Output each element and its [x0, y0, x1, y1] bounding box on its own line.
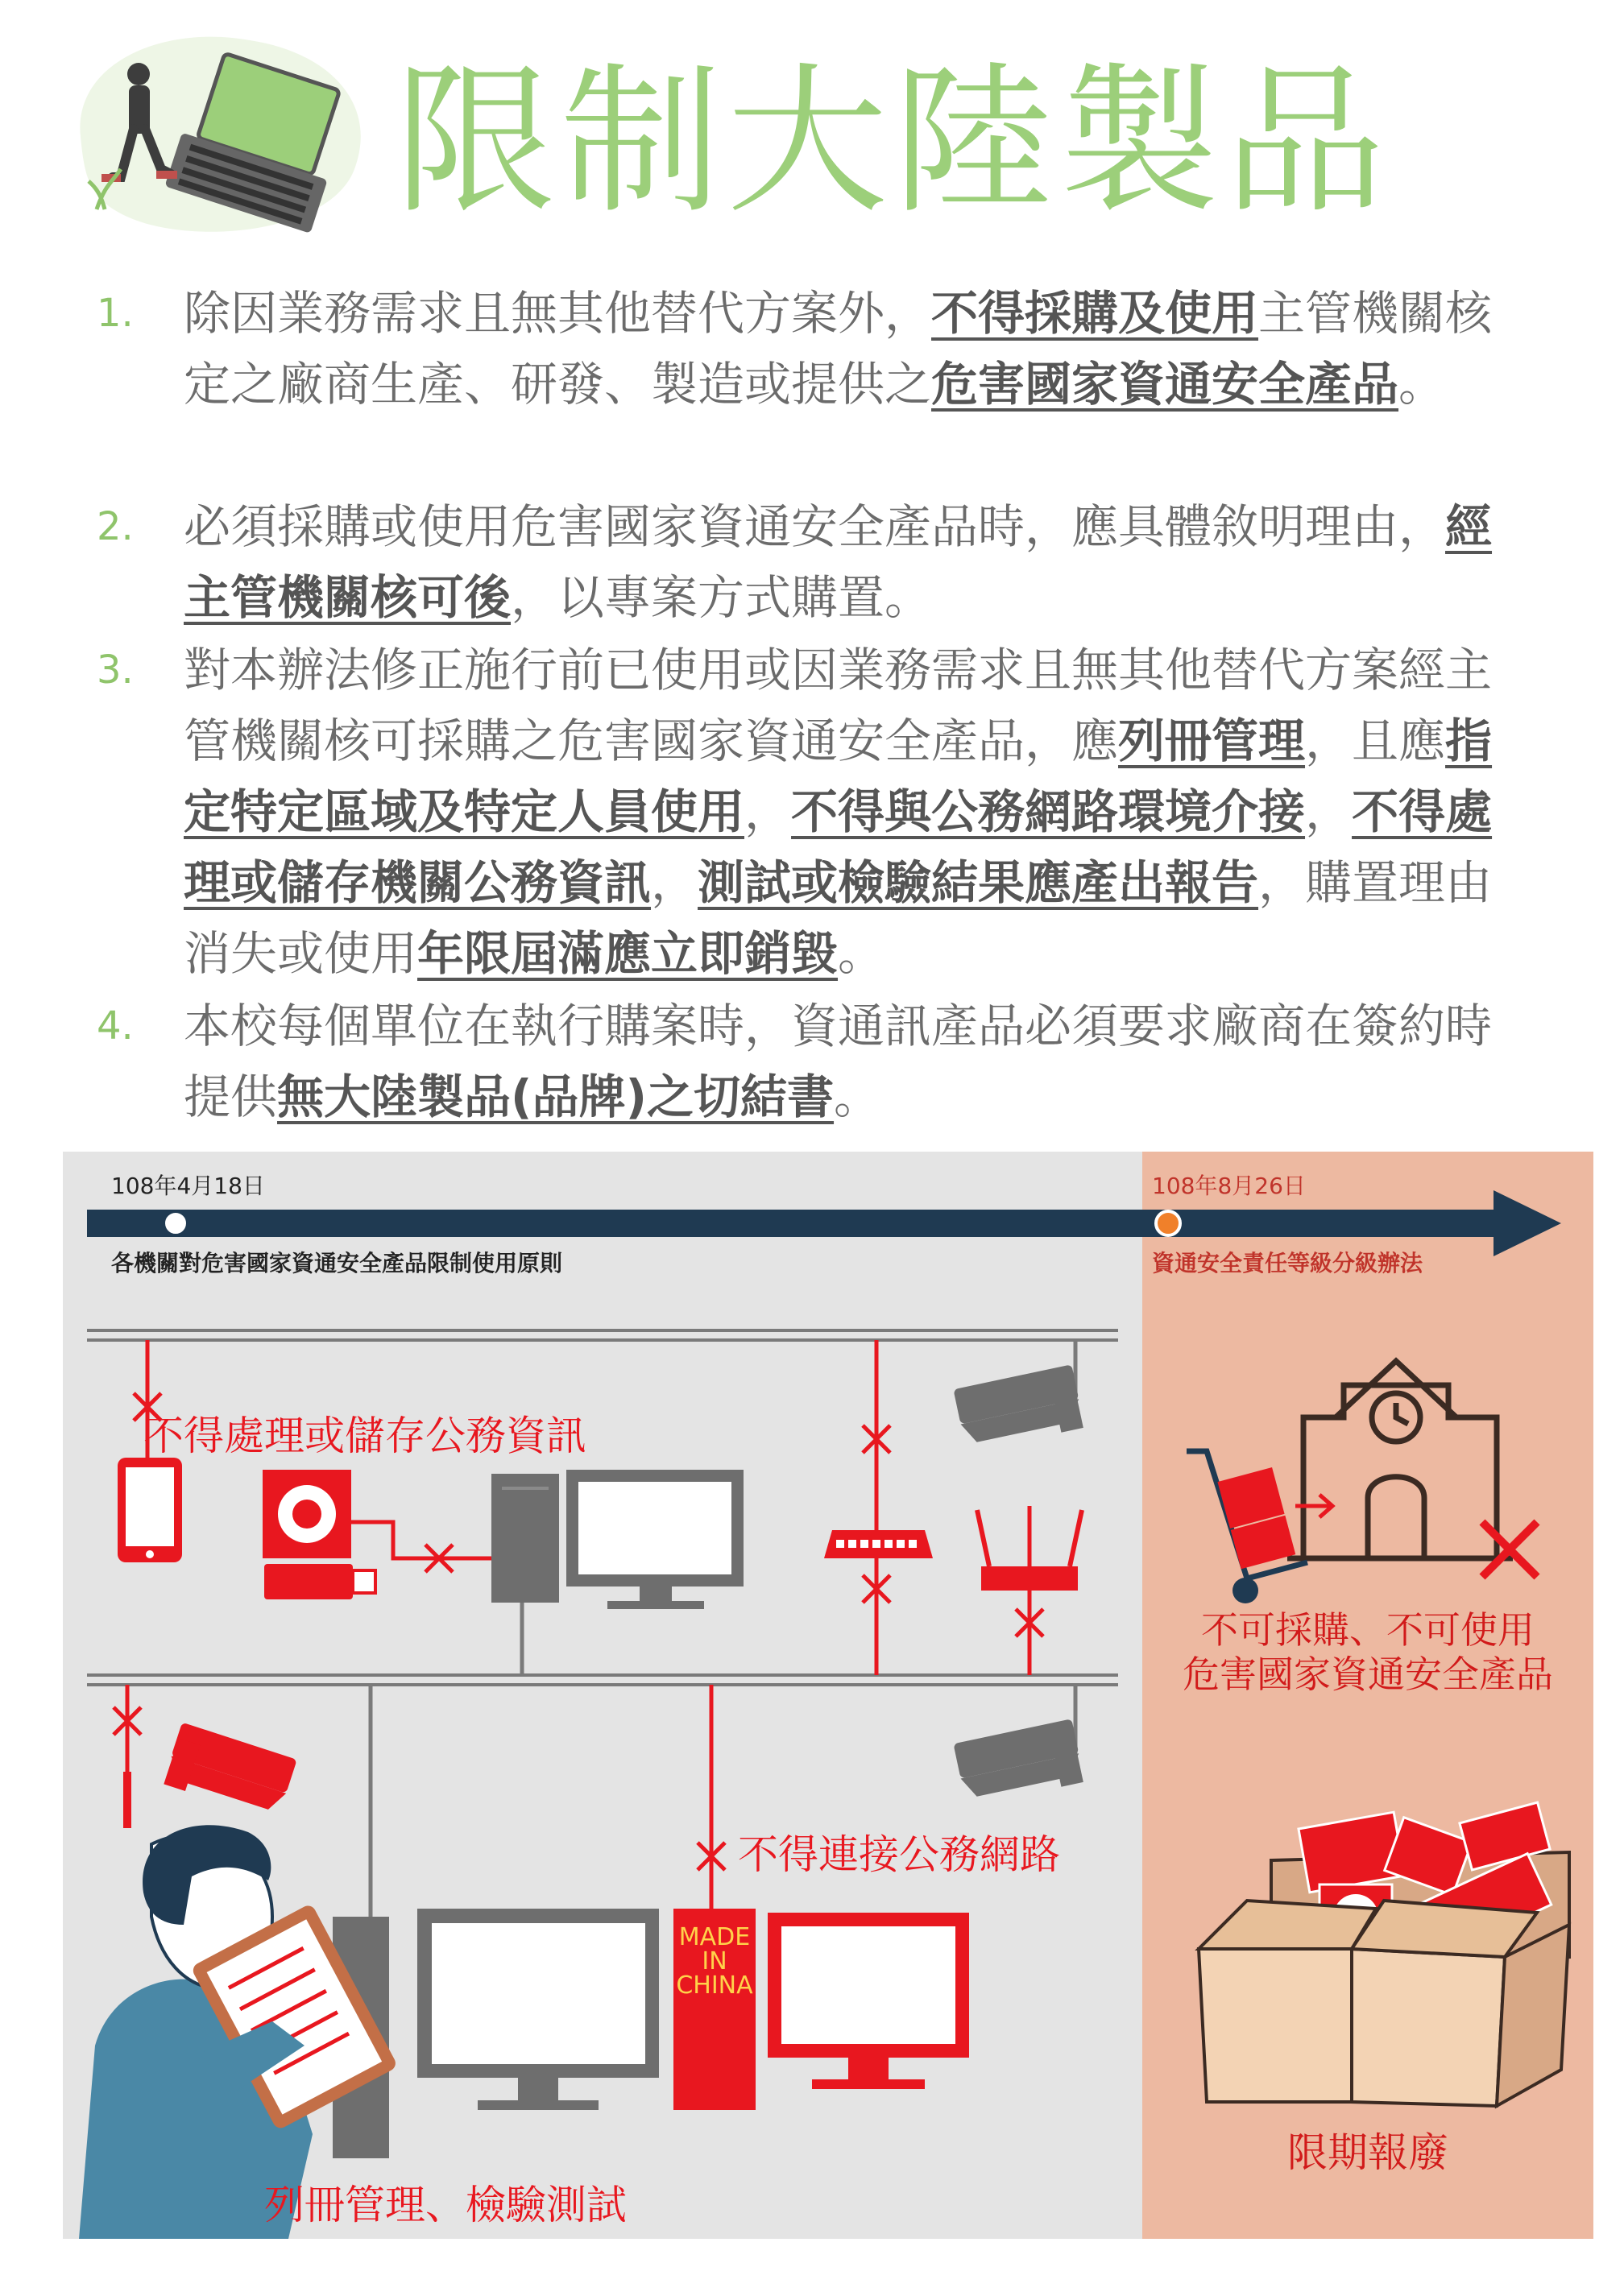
body-text: ，購置理由消失或使用	[184, 855, 1493, 981]
page-title: 限制大陸製品	[395, 48, 1391, 236]
emphasis-text: 危害國家資通安全產品	[931, 357, 1399, 412]
body-text: 必須採購或使用危害國家資通安全產品時，應具體敘明理由，	[184, 499, 1446, 554]
body-text: 。	[838, 926, 885, 981]
body-text: 除因業務需求且無其他替代方案外，	[184, 286, 932, 341]
laptop-person-icon	[64, 16, 387, 242]
body-text: ，以專案方式購置。	[511, 570, 932, 625]
no-buy-label-line2: 危害國家資通安全產品	[1183, 1653, 1553, 1696]
list-text	[184, 278, 1529, 420]
emphasis-text: 指定特定區域及特定人員使用	[184, 714, 1493, 839]
in-label: IN	[702, 1947, 727, 1975]
timeline-start-dot	[164, 1211, 188, 1235]
body-text: ，且應	[1305, 714, 1446, 768]
no-connect-label: 不得連接公務網路	[738, 1831, 1060, 1878]
list-text	[184, 635, 1529, 989]
timeline-end-caption: 資通安全責任等級分級辦法	[1152, 1250, 1423, 1276]
header-illustration	[64, 16, 387, 242]
timeline-end-dot	[1156, 1211, 1180, 1235]
emphasis-text: 不得處理或儲存機關公務資訊	[184, 784, 1493, 910]
timeline-start-caption: 各機關對危害國家資通安全產品限制使用原則	[111, 1250, 563, 1276]
timeline-end-date: 108年8月26日	[1152, 1173, 1306, 1199]
body-text: ，	[1305, 784, 1353, 839]
emphasis-text: 無大陸製品(品牌)之切結書	[277, 1069, 835, 1124]
list-number: 4.	[97, 1003, 134, 1049]
emphasis-text: 列冊管理	[1118, 714, 1306, 768]
list-number: 2.	[97, 504, 134, 549]
emphasis-text: 不得與公務網路環境介接	[791, 784, 1306, 839]
body-text: 主管機關核定之廠商生產、研發、製造或提供之	[184, 286, 1493, 412]
no-process-label: 不得處理或儲存公務資訊	[143, 1413, 586, 1459]
list-text	[184, 991, 1529, 1132]
emphasis-text: 不得採購及使用	[931, 286, 1259, 341]
body-text: ，	[744, 784, 792, 839]
china-made-computer-icon	[673, 1909, 969, 2110]
scrap-label: 限期報廢	[1287, 2129, 1448, 2176]
body-text: 。	[1398, 357, 1446, 412]
register-test-label: 列冊管理、檢驗測試	[264, 2182, 627, 2228]
infographic	[63, 1152, 1593, 2239]
list-number: 3.	[97, 647, 134, 693]
body-text: 本校每個單位在執行購案時，資通訊產品必須要求廠商在簽約時提供	[184, 999, 1493, 1124]
made-label: MADE	[678, 1923, 751, 1951]
no-buy-label-line1: 不可採購、不可使用	[1201, 1608, 1535, 1652]
timeline-start-date: 108年4月18日	[111, 1173, 265, 1199]
body-text: 對本辦法修正施行前已使用或因業務需求且無其他替代方案經主管機關核可採購之危害國家資通安全產品，應	[184, 643, 1493, 768]
emphasis-text: 年限屆滿應立即銷毀	[417, 926, 839, 981]
body-text: ，	[651, 855, 698, 910]
china-label: CHINA	[676, 1971, 753, 2000]
list-number: 1.	[97, 291, 134, 336]
network-switch-icon	[824, 1530, 933, 1558]
emphasis-text: 經主管機關核可後	[184, 499, 1493, 625]
list-text	[184, 491, 1529, 633]
body-text: 。	[834, 1069, 881, 1124]
emphasis-text: 測試或檢驗結果應產出報告	[698, 855, 1259, 910]
infographic-svg	[63, 1152, 1593, 2239]
